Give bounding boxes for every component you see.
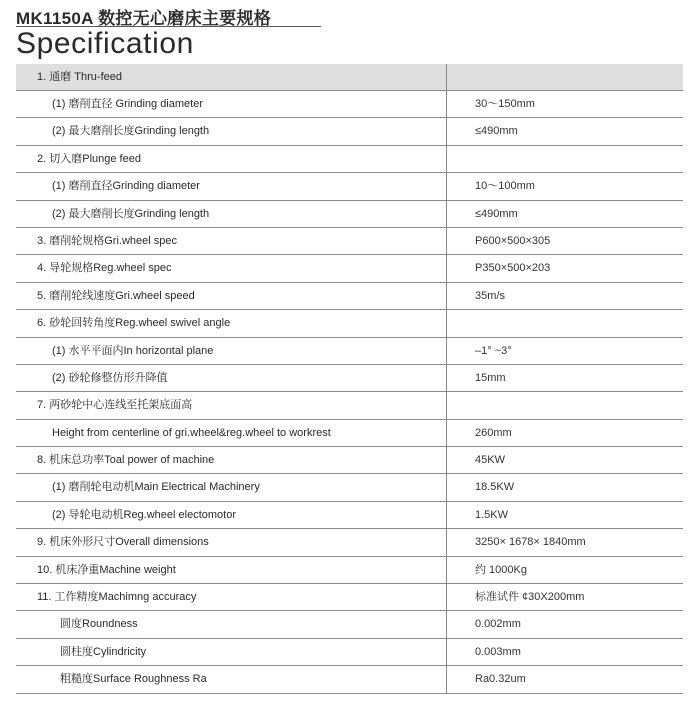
spec-value: P350×500×203 xyxy=(475,262,551,275)
spec-label: 9. 机床外形尺寸Overall dimensions xyxy=(16,529,447,555)
table-row xyxy=(16,611,683,638)
spec-label: 5. 磨削轮线速度Gri.wheel speed xyxy=(16,283,447,309)
spec-value: 0.003mm xyxy=(475,645,521,658)
table-row xyxy=(16,228,683,255)
spec-label: 10. 机床净重Machine weight xyxy=(16,557,447,583)
spec-value: –1° ~3° xyxy=(475,344,512,357)
spec-label: 粗糙度Surface Roughness Ra xyxy=(16,666,447,692)
table-row xyxy=(16,420,683,447)
specification-heading: Specification xyxy=(16,27,194,60)
spec-label: (1) 磨削直径 Grinding diameter xyxy=(16,91,447,117)
spec-value: ≤490mm xyxy=(475,207,518,220)
table-row xyxy=(16,365,683,392)
spec-value xyxy=(447,310,683,336)
spec-label: 6. 砂轮回转角度Reg.wheel swivel angle xyxy=(16,310,447,336)
spec-value: 1.5KW xyxy=(475,508,509,521)
spec-value: 30～150mm xyxy=(475,98,535,110)
spec-label: 8. 机床总功率Toal power of machine xyxy=(16,447,447,473)
spec-label: (2) 最大磨削长度Grinding length xyxy=(16,118,447,144)
spec-value: P600×500×305 xyxy=(475,234,551,247)
spec-value: 约 1000Kg xyxy=(475,563,527,576)
table-row xyxy=(16,639,683,666)
table-row xyxy=(16,502,683,529)
document-title: MK1150A 数控无心磨床主要规格 xyxy=(16,9,272,28)
spec-label: 4. 导轮规格Reg.wheel spec xyxy=(16,255,447,281)
spec-label: 1. 通磨 Thru-feed xyxy=(16,64,447,90)
spec-value: 45KW xyxy=(475,454,505,467)
table-row xyxy=(16,173,683,200)
table-row xyxy=(16,338,683,365)
spec-value xyxy=(447,146,683,172)
spec-value: 15mm xyxy=(475,371,506,384)
spec-value: 0.002mm xyxy=(475,618,521,631)
spec-value xyxy=(447,392,683,418)
spec-table xyxy=(16,64,683,694)
spec-value: 260mm xyxy=(475,426,512,439)
table-row xyxy=(16,474,683,501)
table-row xyxy=(16,584,683,611)
table-row xyxy=(16,146,683,173)
table-row xyxy=(16,91,683,118)
spec-label: 圆柱度Cylindricity xyxy=(16,639,447,665)
spec-label: (1) 磨削直径Grinding diameter xyxy=(16,173,447,199)
spec-label: (2) 砂轮修整仿形升降值 xyxy=(16,365,447,391)
spec-label: 7. 两砂轮中心连线至托架底面高 xyxy=(16,392,447,418)
table-row xyxy=(16,255,683,282)
table-row xyxy=(16,310,683,337)
spec-value: Ra0.32um xyxy=(475,673,526,686)
spec-value: 18.5KW xyxy=(475,481,515,494)
spec-label: 2. 切入磨Plunge feed xyxy=(16,146,447,172)
spec-value xyxy=(447,64,683,90)
spec-label: (2) 最大磨削长度Grinding length xyxy=(16,201,447,227)
spec-label: (1) 磨削轮电动机Main Electrical Machinery xyxy=(16,474,447,500)
spec-label: (1) 水平平面内In horizontal plane xyxy=(16,338,447,364)
table-row xyxy=(16,557,683,584)
table-row xyxy=(16,201,683,228)
spec-label: (2) 导轮电动机Reg.wheel electomotor xyxy=(16,502,447,528)
table-row xyxy=(16,64,683,91)
spec-value: ≤490mm xyxy=(475,125,518,138)
spec-value: 10～100mm xyxy=(475,180,535,193)
spec-value: 35m/s xyxy=(475,289,505,302)
table-row xyxy=(16,118,683,145)
table-row xyxy=(16,392,683,419)
table-row xyxy=(16,666,683,693)
spec-label: 3. 磨削轮规格Gri.wheel spec xyxy=(16,228,447,254)
spec-label: 11. 工作精度Machimng accuracy xyxy=(16,584,447,610)
spec-label: Height from centerline of gri.wheel&reg.wheel to workrest xyxy=(16,420,447,446)
table-row xyxy=(16,447,683,474)
spec-label: 圆度Roundness xyxy=(16,611,447,637)
spec-value: 3250× 1678× 1840mm xyxy=(475,536,586,549)
spec-value: 标准试件 ¢30X200mm xyxy=(475,591,585,604)
table-row xyxy=(16,283,683,310)
table-row xyxy=(16,529,683,556)
